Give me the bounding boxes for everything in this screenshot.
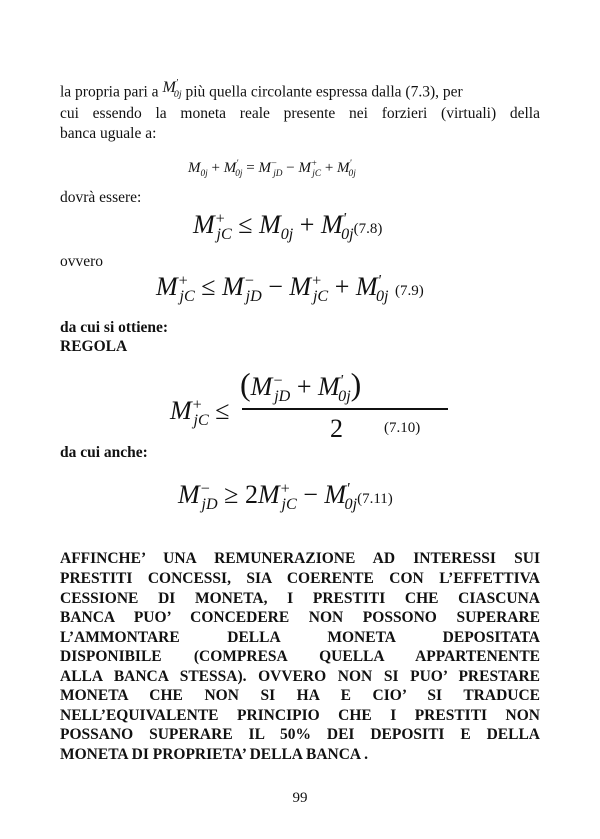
label-da-cui-anche: da cui anche: — [60, 444, 148, 461]
equation-7-10 — [170, 362, 470, 452]
caps-line: MONETA CHE NON SI HA E CIO’ SI TRADUCE — [60, 687, 540, 704]
equation-number: (7.8) — [353, 221, 383, 237]
fraction-bar — [242, 408, 448, 410]
fraction-numerator: $(M^-_{jD} + M'_{0j})$ — [240, 366, 362, 406]
equation-balance: $M_{0j} + M'_{0j} = M^-_{jD} - M^+_{jC} + M'_{0j}$ — [188, 159, 356, 179]
text-fragment: più quella circolante espressa dalla (7.3), per — [185, 83, 463, 101]
paragraph-line-3: banca uguale a: — [60, 125, 157, 142]
page-number: 99 — [292, 790, 308, 806]
equation-7-11: $M^-_{jD} \ge 2M^+_{jC} - M'_{0j}(7.11)$ — [178, 480, 393, 514]
caps-line: L’AMMONTARE DELLA MONETA DEPOSITATA — [60, 629, 540, 646]
equation-number: (7.10) — [384, 420, 421, 436]
label-regola: REGOLA — [60, 338, 128, 355]
paragraph-line-2: cui essendo la moneta reale presente nei forzieri (virtuali) della — [60, 105, 540, 122]
label-dovra-essere: dovrà essere: — [60, 189, 142, 206]
caps-line: BANCA PUO’ CONCEDERE NON POSSONO SUPERARE — [60, 609, 540, 626]
inline-math-M0j-prime: $M'_{0j}$ — [162, 78, 182, 100]
lhs-MjC-plus: $M^+_{jC}$ ≤ — [170, 396, 230, 430]
equation-number: (7.9) — [395, 283, 424, 299]
caps-line: CESSIONE DI MONETA, I PRESTITI CHE CIASCUNA — [60, 590, 540, 607]
text-fragment: la propria pari a — [60, 83, 159, 101]
label-ovvero: ovvero — [60, 253, 104, 270]
equation-7-8: $M^+_{jC} \le M_{0j} + M'_{0j}(7.8)$ — [193, 210, 383, 244]
caps-line: MONETA DI PROPRIETA’ DELLA BANCA . — [60, 746, 369, 763]
equation-number: (7.11) — [357, 491, 393, 507]
caps-line: AFFINCHE’ UNA REMUNERAZIONE AD INTERESSI SUI — [60, 550, 540, 567]
caps-line: DISPONIBILE (COMPRESA QUELLA APPARTENENTE — [60, 648, 540, 665]
caps-line: ALLA BANCA STESSA). OVVERO NON SI PUO’ PRESTARE — [60, 668, 540, 685]
caps-line: NELL’EQUIVALENTE PRINCIPIO CHE I PRESTITI NON — [60, 707, 540, 724]
caps-line: POSSANO SUPERARE IL 50% DEI DEPOSITI E DELLA — [60, 726, 540, 743]
fraction-denominator: 2 — [330, 414, 343, 443]
caps-line: PRESTITI CONCESSI, SIA COERENTE CON L’EFFETTIVA — [60, 570, 540, 587]
label-da-cui-si-ottiene: da cui si ottiene: — [60, 319, 169, 336]
equation-7-9: $M^+_{jC} \le M^-_{jD} - M^+_{jC} + M'_{0j}$ (7.9) — [156, 272, 424, 306]
